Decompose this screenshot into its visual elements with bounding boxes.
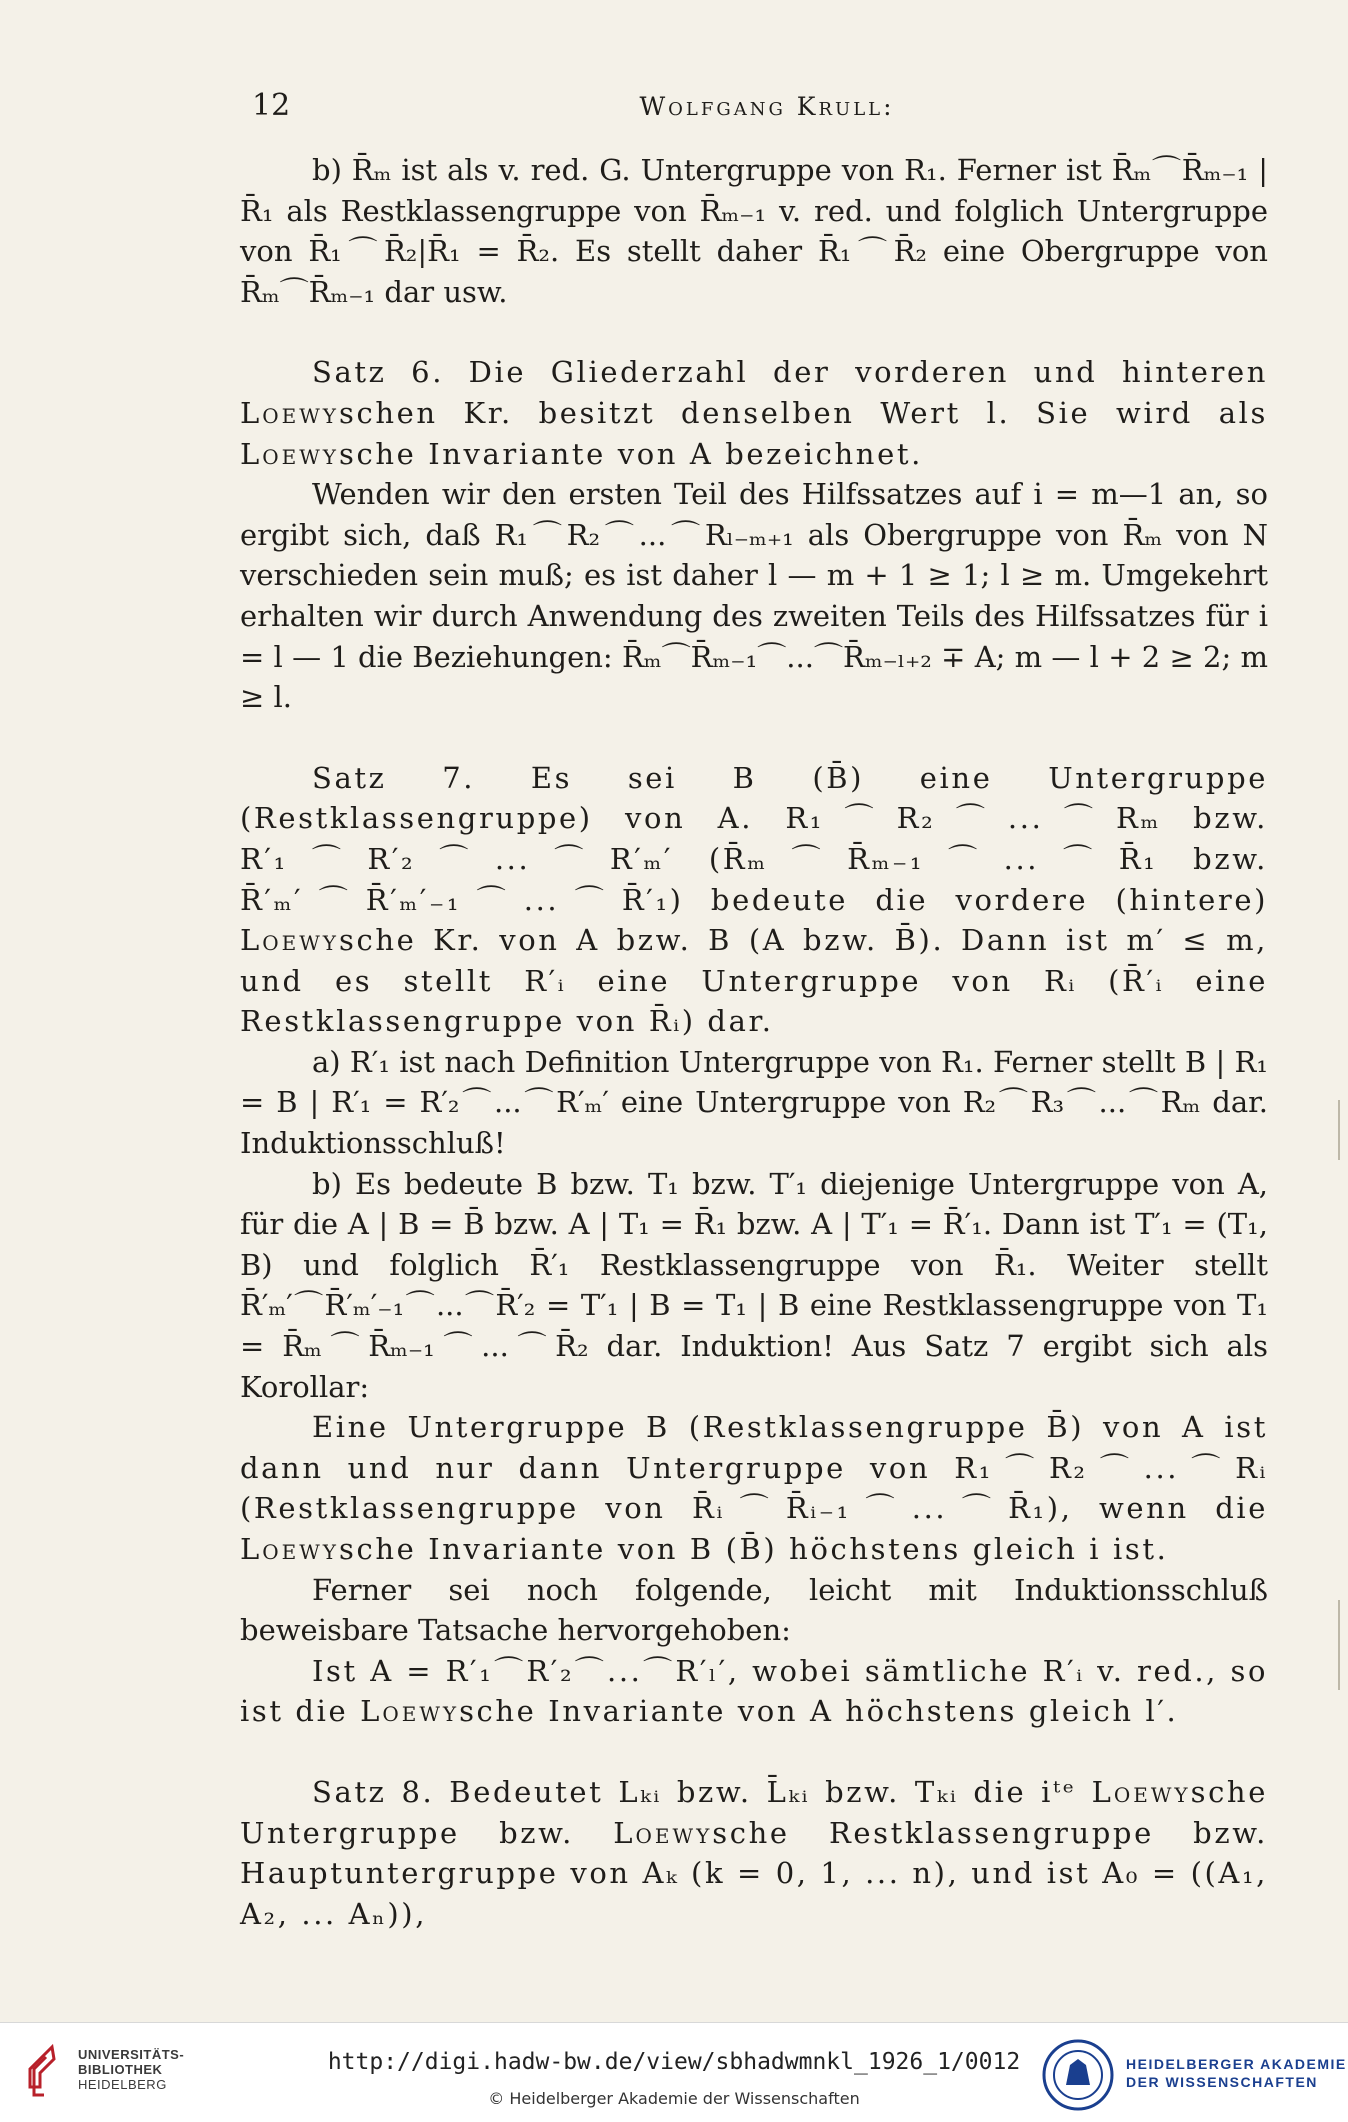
running-head: Wolfgang Krull: (639, 92, 895, 121)
paragraph-text: Eine Untergruppe B (Restklassengruppe B̄) von A ist dann und nur dann Untergruppe von R₁⌒R₂⌒...⌒Rᵢ (Restklassengruppe von R̄ᵢ⌒R̄ᵢ₋₁⌒...⌒R̄₁), wenn die (240, 1410, 1268, 1526)
paragraph-text: sche Kr. von A bzw. B (A bzw. B̄). Dann ist m′ ≤ m, und es stellt R′ᵢ eine Untergruppe von Rᵢ (R̄′ᵢ eine Restklassengruppe von R̄ᵢ) dar. (240, 923, 1268, 1039)
name-smallcaps: Loewy (240, 923, 340, 958)
scan-edge-mark (1338, 1600, 1340, 1690)
academy-line: DER WISSENSCHAFTEN (1126, 2074, 1318, 2090)
paragraph-text: sche Untergruppe bzw. (240, 1774, 1268, 1850)
paragraph (240, 150, 1268, 312)
library-line: UNIVERSITÄTS- (78, 2047, 185, 2062)
page-number: 12 (252, 88, 291, 123)
theorem-7 (240, 758, 1268, 1042)
paragraph-text: Satz 8. Bedeutet Lₖᵢ bzw. L̄ₖᵢ bzw. Tₖᵢ die iᵗᵉ (312, 1774, 1077, 1809)
academy-name (1126, 2055, 1347, 2091)
name-smallcaps: Loewy (240, 436, 340, 471)
paragraph-text: schen Kr. besitzt denselben Wert l. Sie wird als (339, 395, 1268, 430)
permalink-url[interactable]: http://digi.hadw-bw.de/view/sbhadwmnkl_1926_1/0012 (327, 2049, 1021, 2075)
paragraph (240, 1164, 1268, 1408)
name-smallcaps: Loewy (360, 1694, 460, 1729)
paragraph-text: b) Es bedeute B bzw. T₁ bzw. T′₁ diejenige Untergruppe von A, für die A | B = B̄ bzw. A | T₁ = R̄₁ bzw. A | T′₁ = R̄′₁. Dann ist T′₁ = (T₁, B) und folglich R̄′₁ Restklassengruppe von R̄₁. Weiter stellt R̄′ₘ′⌒R̄′ₘ′₋₁⌒...⌒R̄′₂ = T′₁ | B = T₁ | B eine Restklassengruppe von T₁ = R̄ₘ⌒R̄ₘ₋₁⌒...⌒R̄₂ dar. Induktion! Aus Satz 7 ergibt sich als Korollar: (240, 1166, 1268, 1404)
body-text (240, 150, 1268, 1934)
name-smallcaps: Loewy (613, 1815, 713, 1850)
academy-seal-icon[interactable] (1040, 2037, 1116, 2113)
paragraph-text: sche Invariante von A höchstens gleich l′. (459, 1694, 1179, 1729)
paragraph (240, 474, 1268, 718)
fact (240, 1651, 1268, 1732)
paragraph-text: sche Invariante von A bezeichnet. (339, 436, 923, 471)
paragraph-text: sche Invariante von B (B̄) höchstens gleich i ist. (339, 1532, 1169, 1566)
theorem-6 (240, 352, 1268, 474)
paragraph-text: Satz 6. Die Gliederzahl der vorderen und hinteren (312, 355, 1268, 390)
corollary (240, 1407, 1268, 1569)
scan-edge-mark (1338, 1100, 1340, 1160)
academy-line: HEIDELBERGER AKADEMIE (1126, 2056, 1347, 2072)
name-smallcaps: Loewy (240, 1532, 340, 1566)
paragraph-text: a) R′₁ ist nach Definition Untergruppe von R₁. Ferner stellt B | R₁ = B | R′₁ = R′₂⌒...⌒R′ₘ′ eine Untergruppe von R₂⌒R₃⌒...⌒Rₘ dar. Induktionsschluß! (240, 1044, 1268, 1161)
paragraph-text: Ferner sei noch folgende, leicht mit Induktionsschluß beweisbare Tatsache hervorgehoben: (240, 1572, 1268, 1648)
paragraph-text: Ist A = R′₁⌒R′₂⌒...⌒R′ₗ′, wobei sämtliche R′ᵢ v. red., so ist die (240, 1653, 1268, 1729)
name-smallcaps: Loewy (1091, 1774, 1191, 1809)
paragraph-text: Wenden wir den ersten Teil des Hilfssatzes auf i = m—1 an, so ergibt sich, daß R₁⌒R₂⌒...⌒Rₗ₋ₘ₊₁ als Obergruppe von R̄ₘ von N verschieden sein muß; es ist daher l — m + 1 ≥ 1; l ≥ m. Umgekehrt erhalten wir durch Anwendung des zweiten Teils des Hilfssatzes für i = l — 1 die Beziehungen: R̄ₘ⌒R̄ₘ₋₁⌒...⌒R̄ₘ₋ₗ₊₂ ∓ A; m — l + 2 ≥ 2; m ≥ l. (240, 477, 1268, 715)
theorem-8 (240, 1772, 1268, 1934)
paragraph (240, 1042, 1268, 1164)
page-header (252, 88, 1282, 134)
library-line: BIBLIOTHEK (78, 2062, 163, 2077)
paragraph-text: sche Restklassengruppe bzw. Hauptuntergruppe von Aₖ (k = 0, 1, ... n), und ist A₀ = ((A₁, A₂, ... Aₙ)), (240, 1815, 1269, 1931)
paragraph-text: Satz 7. Es sei B (B̄) eine Untergruppe (Restklassengruppe) von A. R₁⌒R₂⌒...⌒Rₘ bzw. R′₁⌒R′₂⌒...⌒R′ₘ′ (R̄ₘ⌒R̄ₘ₋₁⌒...⌒R̄₁ bzw. R̄′ₘ′⌒R̄′ₘ′₋₁⌒...⌒R̄′₁) bedeute die vordere (hintere) (240, 760, 1268, 917)
copyright-notice: © Heidelberger Akademie der Wissenschaften (488, 2089, 860, 2108)
viewer-footer (0, 2022, 1348, 2122)
name-smallcaps: Loewy (240, 395, 340, 430)
library-line: HEIDELBERG (78, 2077, 167, 2092)
paragraph-text: b) R̄ₘ ist als v. red. G. Untergruppe von R₁. Ferner ist R̄ₘ⌒R̄ₘ₋₁ | R̄₁ als Restklassengruppe von R̄ₘ₋₁ v. red. und folglich Untergruppe von R̄₁⌒R̄₂|R̄₁ = R̄₂. Es stellt daher R̄₁⌒R̄₂ eine Obergruppe von R̄ₘ⌒R̄ₘ₋₁ dar usw. (240, 153, 1268, 309)
paragraph (240, 1570, 1268, 1651)
